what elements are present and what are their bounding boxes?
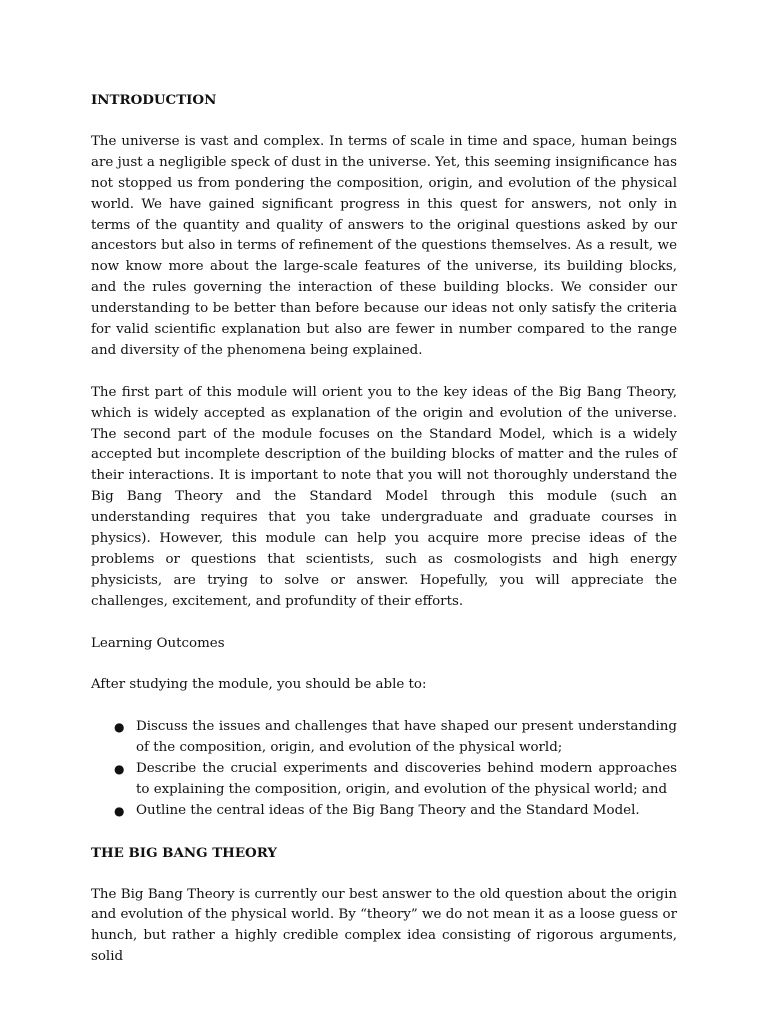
list-item-text: Describe the crucial experiments and discoveries behind modern approaches to explaining the composition, origin, and evolution of the physical world; and bbox=[136, 761, 677, 797]
bullet-icon: ● bbox=[114, 762, 125, 777]
bullet-icon: ● bbox=[114, 803, 125, 818]
learning-outcomes-heading: Learning Outcomes bbox=[91, 635, 225, 651]
spacer bbox=[91, 111, 677, 132]
spacer bbox=[91, 362, 677, 383]
spacer bbox=[91, 655, 677, 676]
spacer bbox=[91, 864, 677, 885]
introduction-paragraph-2: The first part of this module will orient you to the key ideas of the Big Bang Theory, which is widely accepted as explanation of the origin and evolution of the universe. The second part of the module focuses on the Standard Model, which is a widely accepted but incomplete description of the building blocks of matter and the rules of their interactions. It is important to note that you will not thoroughly understand the Big Bang Theory and the Standard Model through this module (such an understanding requires that you take undergraduate and graduate courses in physics). However, this module can help you acquire more precise ideas of the problems or questions that scientists, such as cosmologists and high energy physicists, are trying to solve or answer. Hopefully, you will appreciate the challenges, excitement, and profundity of their efforts. bbox=[91, 384, 677, 609]
big-bang-paragraph-1: The Big Bang Theory is currently our best answer to the old question about the origin and evolution of the physical world. By “theory” we do not mean it as a loose guess or hunch, but rather a highly credible complex idea consisting of rigorous arguments, solid bbox=[91, 886, 677, 965]
list-item-text: Outline the central ideas of the Big Bang Theory and the Standard Model. bbox=[136, 802, 640, 818]
list-item bbox=[91, 759, 677, 801]
big-bang-theory-heading: THE BIG BANG THEORY bbox=[91, 844, 277, 861]
introduction-heading: INTRODUCTION bbox=[91, 92, 217, 108]
learning-outcomes-lead: After studying the module, you should be able to: bbox=[91, 677, 427, 693]
spacer bbox=[91, 822, 677, 843]
document-page bbox=[91, 90, 677, 968]
bullet-icon: ● bbox=[114, 720, 125, 735]
list-item-text: Discuss the issues and challenges that have shaped our present understanding of the composition, origin, and evolution of the physical world; bbox=[136, 719, 677, 756]
list-item bbox=[91, 801, 677, 822]
spacer bbox=[91, 613, 677, 634]
introduction-paragraph-1: The universe is vast and complex. In terms of scale in time and space, human beings are just a negligible speck of dust in the universe. Yet, this seeming insignificance has not stopped us from pondering the composition, origin, and evolution of the physical world. We have gained significant progress in this quest for answers, not only in terms of the quantity and quality of answers to the original questions asked by our ancestors but also in terms of refinement of the questions themselves. As a result, we now know more about the large-scale features of the universe, its building blocks, and the rules governing the interaction of these building blocks. We consider our understanding to be better than before because our ideas not only satisfy the criteria for valid scientific explanation but also are fewer in number compared to the range and diversity of the phenomena being explained. bbox=[91, 133, 677, 358]
spacer bbox=[91, 696, 677, 717]
learning-outcomes-list bbox=[91, 717, 677, 822]
list-item bbox=[91, 717, 677, 759]
